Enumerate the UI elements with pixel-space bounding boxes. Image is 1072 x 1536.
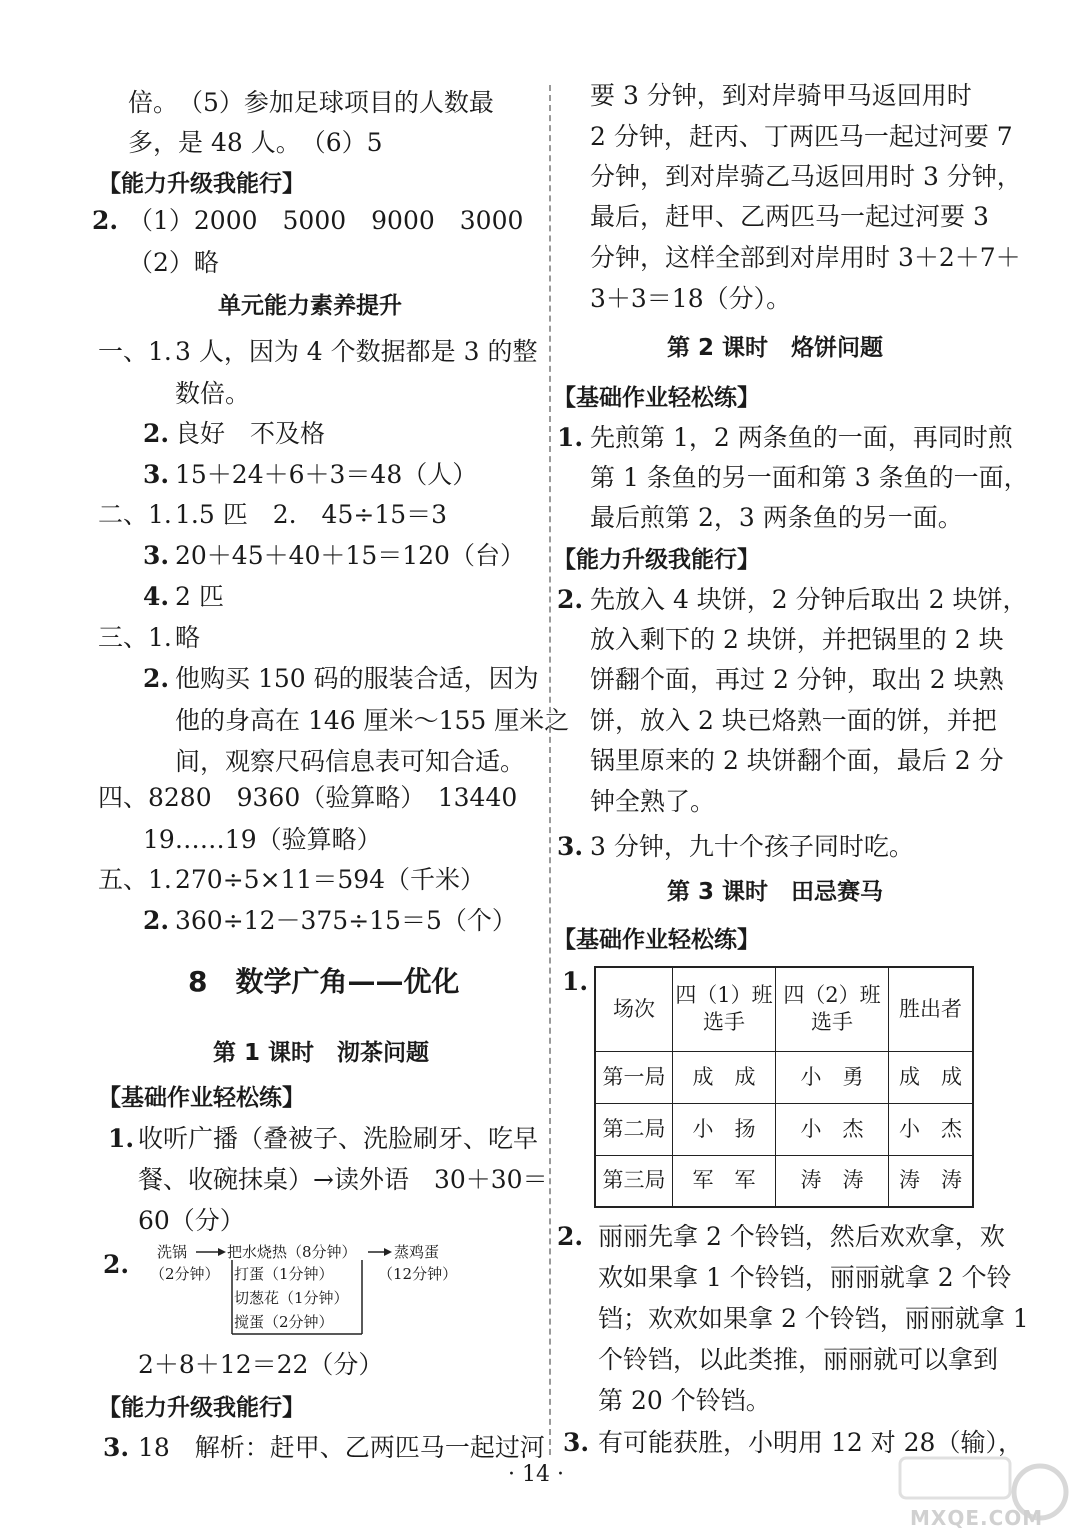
answer-line: 分钟，这样全部到对岸用时 3＋2＋7＋ (590, 243, 1021, 272)
question-number: 1. (557, 423, 584, 452)
question-number: 2. (92, 206, 119, 235)
answer-line: 钟全熟了。 (590, 787, 716, 816)
answer-line: （1）2000 5000 9000 3000 (128, 206, 524, 235)
lesson-title: 第 1 课时 沏茶问题 (213, 1040, 430, 1066)
answer-line: 270÷5×11＝594（千米） (175, 865, 486, 894)
table-cell: 第二局 (595, 1103, 673, 1155)
table-cell: 成 成 (889, 1051, 974, 1103)
question-number: 1. (108, 1124, 135, 1153)
diagram-node-time: （12分钟） (378, 1265, 458, 1283)
answer-line: 餐、收碗抹桌）→读外语 30＋30＝ (138, 1165, 548, 1194)
diagram-node: 把水烧热（8分钟） (227, 1243, 357, 1261)
answer-line: 3 人，因为 4 个数据都是 3 的整 (175, 337, 538, 366)
table-cell: 涛 涛 (776, 1155, 889, 1207)
answer-line: 要 3 分钟，到对岸骑甲马返回用时 (590, 81, 972, 110)
answer-line: 第 1 条鱼的另一面和第 3 条鱼的一面， (590, 463, 1029, 492)
table-cell: 小 杰 (889, 1103, 974, 1155)
answer-line: 倍。 （5）参加足球项目的人数最 (128, 88, 494, 117)
answer-line: 3＋3＝18（分）。 (590, 284, 792, 313)
section-heading: 【基础作业轻松练】 (553, 385, 760, 411)
question-number: 2. (557, 1222, 584, 1251)
answer-line: 有可能获胜，小明用 12 对 28（输）， (598, 1428, 1023, 1457)
answer-line: 他的身高在 146 厘米～155 厘米之 (175, 706, 570, 735)
answer-line: 2 匹 (175, 582, 224, 611)
table-row (595, 1103, 973, 1155)
answer-line: 2＋8＋12＝22（分） (138, 1350, 384, 1379)
header-cell (776, 967, 889, 1051)
header-cell-line: 四（1）班 (675, 983, 773, 1008)
column-divider (549, 85, 551, 1455)
question-number: 2. (143, 664, 170, 693)
watermark-logo (880, 1440, 1072, 1536)
unit-title: 单元能力素养提升 (218, 293, 402, 319)
lesson-title: 第 3 课时 田忌赛马 (667, 879, 884, 905)
answer-line: 四、8280 9360（验算略） 13440 (98, 783, 518, 812)
answer-line: 3 分钟，九十个孩子同时吃。 (590, 832, 914, 861)
section-heading: 【能力升级我能行】 (98, 171, 305, 197)
answer-line: 铛；欢欢如果拿 2 个铃铛，丽丽就拿 1 (598, 1304, 1029, 1333)
answer-line: 间，观察尺码信息表可知合适。 (175, 747, 526, 776)
table-row (595, 1155, 973, 1207)
question-number: 2. (557, 585, 584, 614)
question-number: 3. (143, 541, 170, 570)
arrow-head (218, 1248, 226, 1256)
table-cell: 小 勇 (776, 1051, 889, 1103)
answer-line: 锅里原来的 2 块饼翻个面，最后 2 分 (590, 746, 1004, 775)
question-number: 二、1. (98, 500, 172, 529)
section-heading: 【能力升级我能行】 (553, 547, 760, 573)
match-table (594, 966, 974, 1208)
answer-line: 1.5 匹 2. 45÷15＝3 (175, 500, 448, 529)
watermark-text: MXQE.COM (910, 1506, 1044, 1530)
answer-line: 60（分） (138, 1206, 245, 1235)
answer-line: 丽丽先拿 2 个铃铛，然后欢欢拿，欢 (598, 1222, 1005, 1251)
answer-line: 先放入 4 块饼，2 分钟后取出 2 块饼， (590, 585, 1028, 614)
answer-line: 多，是 48 人。 （6）5 (128, 128, 383, 157)
answer-line: 先煎第 1，2 两条鱼的一面，再同时煎 (590, 423, 1013, 452)
chapter-title: 8 数学广角——优化 (188, 965, 460, 998)
table-cell: 小 杰 (776, 1103, 889, 1155)
answer-line: 最后，赶甲、乙两匹马一起过河要 3 (590, 202, 989, 231)
question-number: 2. (103, 1250, 130, 1279)
table-cell: 小 扬 (673, 1103, 776, 1155)
answer-line: 放入剩下的 2 块饼，并把锅里的 2 块 (590, 625, 1004, 654)
answer-line: 最后煎第 2，3 两条鱼的另一面。 (590, 503, 963, 532)
answer-line: 个铃铛，以此类推，丽丽就可以拿到 (598, 1345, 999, 1374)
header-cell-line: 选手 (703, 1010, 745, 1035)
question-number: 一、1. (98, 337, 172, 366)
section-heading: 【基础作业轻松练】 (553, 927, 760, 953)
lesson-title: 第 2 课时 烙饼问题 (667, 335, 884, 361)
diagram-subtask: 打蛋（1分钟） (234, 1265, 334, 1283)
section-heading: 【能力升级我能行】 (98, 1395, 305, 1421)
answer-line: 2 分钟，赶丙、丁两匹马一起过河要 7 (590, 122, 1013, 151)
answer-line: 18 解析：赶甲、乙两匹马一起过河 (138, 1433, 545, 1462)
answer-line: 良好 不及格 (175, 419, 326, 448)
header-cell-line: 四（2）班 (783, 983, 881, 1008)
diagram-subtask: 搅蛋（2分钟） (234, 1313, 334, 1331)
answer-line: 15＋24＋6＋3＝48（人） (175, 460, 478, 489)
question-number: 五、1. (98, 865, 172, 894)
header-cell: 胜出者 (889, 967, 974, 1051)
answer-line: 欢如果拿 1 个铃铛，丽丽就拿 2 个铃 (598, 1263, 1012, 1292)
question-number: 1. (562, 967, 589, 996)
answer-line: 19……19（验算略） (143, 825, 382, 854)
question-number: 3. (143, 460, 170, 489)
diagram-subtask: 切葱花（1分钟） (234, 1289, 349, 1307)
table-cell: 第三局 (595, 1155, 673, 1207)
table-cell: 成 成 (673, 1051, 776, 1103)
answer-line: 他购买 150 码的服装合适，因为 (175, 664, 539, 693)
section-heading: 【基础作业轻松练】 (98, 1085, 305, 1111)
answer-line: 收听广播（叠被子、洗脸刷牙、吃早 (138, 1124, 539, 1153)
table-header-row (595, 967, 973, 1051)
answer-line: 饼翻个面，再过 2 分钟，取出 2 块熟 (590, 665, 1004, 694)
table-row (595, 1051, 973, 1103)
answer-line: 分钟，到对岸骑乙马返回用时 3 分钟， (590, 162, 1022, 191)
question-number: 3. (563, 1428, 590, 1457)
header-cell (673, 967, 776, 1051)
question-number: 2. (143, 906, 170, 935)
page-number: · 14 · (508, 1462, 564, 1487)
table-cell: 第一局 (595, 1051, 673, 1103)
diagram-node: 洗锅 (157, 1243, 188, 1261)
table-cell: 涛 涛 (889, 1155, 974, 1207)
answer-line: （2）略 (128, 248, 219, 277)
arrow-head (384, 1248, 392, 1256)
answer-line: 360÷12－375÷15＝5（个） (175, 906, 517, 935)
answer-line: 20＋45＋40＋15＝120（台） (175, 541, 525, 570)
question-number: 3. (557, 832, 584, 861)
question-number: 3. (103, 1433, 130, 1462)
table-cell: 军 军 (673, 1155, 776, 1207)
answer-line: 第 20 个铃铛。 (598, 1386, 771, 1415)
diagram-node: 蒸鸡蛋 (394, 1243, 440, 1261)
question-number: 4. (143, 582, 170, 611)
answer-line: 数倍。 (175, 379, 251, 408)
header-cell: 场次 (595, 967, 673, 1051)
answer-line: 饼，放入 2 块已烙熟一面的饼，并把 (590, 706, 997, 735)
header-cell-line: 选手 (811, 1010, 853, 1035)
question-number: 三、1. (98, 623, 172, 652)
diagram-node-time: （2分钟） (150, 1265, 220, 1283)
question-number: 2. (143, 419, 170, 448)
answer-line: 略 (175, 623, 201, 652)
